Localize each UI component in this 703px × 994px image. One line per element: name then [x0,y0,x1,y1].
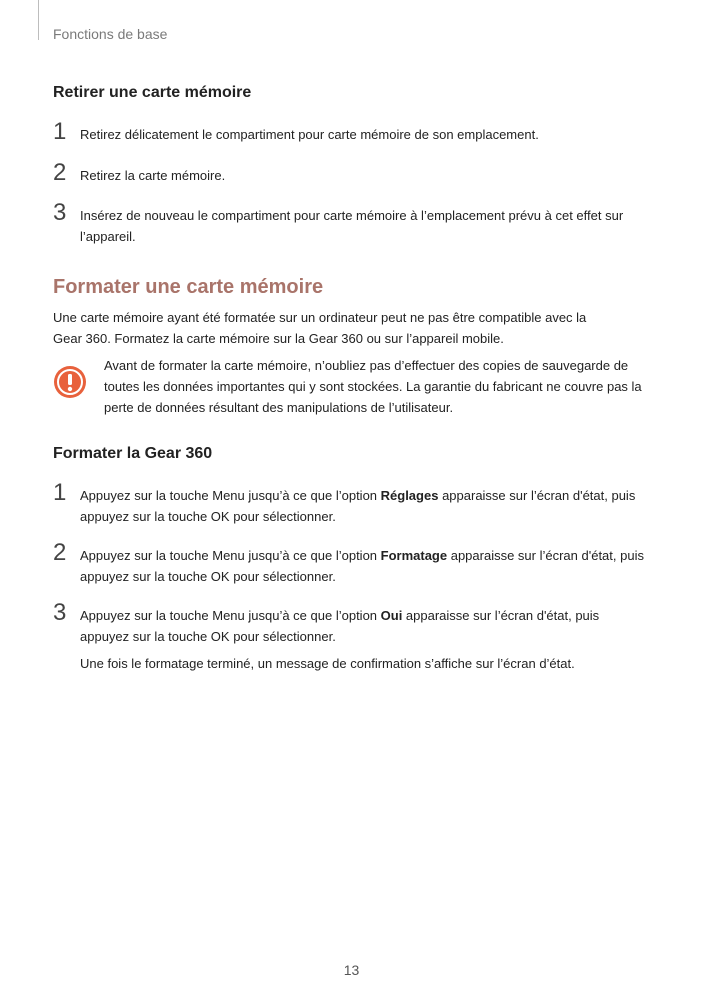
header-title: Fonctions de base [53,26,168,42]
step-number: 2 [53,539,67,566]
format-card-heading: Formater une carte mémoire [53,276,324,298]
step-text-before: Appuyez sur la touche Menu jusqu’à ce que l’option [80,488,381,503]
step-text-before: Appuyez sur la touche Menu jusqu’à ce que l’option [80,608,381,623]
step-text-after: apparaisse sur l’écran d'état, puis appuyez sur la touche OK pour sélectionner. [80,548,644,584]
option-label: Formatage [380,548,448,563]
caution-icon [53,365,87,399]
step-text-before: Appuyez sur la touche Menu jusqu’à ce que l’option [80,548,381,563]
remove-card-heading: Retirer une carte mémoire [53,84,252,101]
format-gear-heading: Formater la Gear 360 [53,445,213,462]
page-number: 13 [343,962,360,978]
step-text: Insérez de nouveau le compartiment pour carte mémoire à l’emplacement prévu à cet effet sur l’appareil. [80,208,624,244]
step-text: Retirez délicatement le compartiment pour carte mémoire de son emplacement. [80,127,539,142]
step-text [80,485,645,527]
step-number: 1 [53,118,67,145]
step-text: Retirez la carte mémoire. [80,168,226,183]
step-text-after: apparaisse sur l’écran d'état, puis appuyez sur la touche OK pour sélectionner. [80,608,600,644]
step-number: 3 [53,599,67,626]
header-divider [38,0,39,40]
step-number: 3 [53,199,67,226]
caution-text: Avant de formater la carte mémoire, n’oubliez pas d’effectuer des copies de sauvegarde de toutes les données importantes qui y sont stockées. La garantie du fabricant ne couvre pas la perte de données résultant des manipulations de l’utilisateur. [104,358,642,415]
format-note: Une fois le formatage terminé, un message de confirmation s’affiche sur l’écran d’état. [80,656,575,671]
step-number: 2 [53,159,67,186]
step-text [80,545,645,587]
option-label: Oui [380,608,403,623]
step-text [80,605,645,647]
format-card-intro: Une carte mémoire ayant été formatée sur un ordinateur peut ne pas être compatible avec la Gear 360. Formatez la carte mémoire sur la Gear 360 ou sur l’appareil mobile. [53,310,587,346]
step-number: 1 [53,479,67,506]
step-text-after: apparaisse sur l’écran d'état, puis appuyez sur la touche OK pour sélectionner. [80,488,636,524]
option-label: Réglages [380,488,439,503]
